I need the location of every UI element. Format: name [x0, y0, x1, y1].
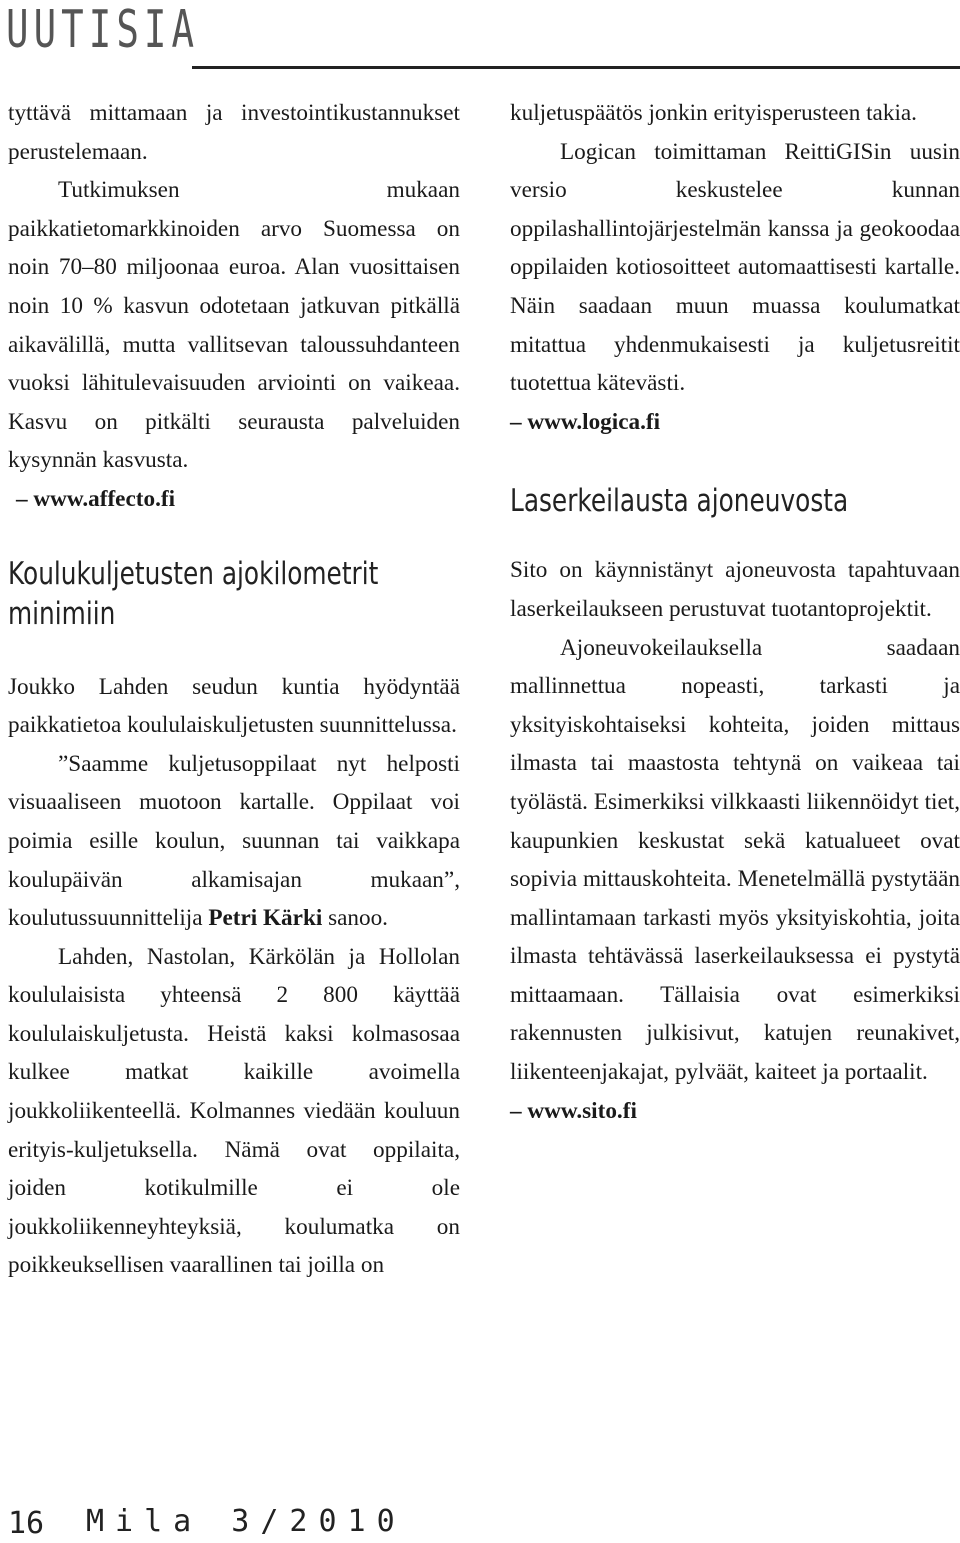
paragraph: tyttävä mittamaan ja investointikustannukset perustelemaan. — [8, 100, 460, 165]
source-link-sito[interactable]: – www.sito.fi — [510, 1097, 637, 1124]
source-link-affecto[interactable]: – www.affecto.fi — [16, 485, 176, 512]
magazine-issue: Mila 3/2010 — [86, 1504, 406, 1539]
source-link-logica[interactable]: – www.logica.fi — [510, 408, 661, 435]
paragraph: Logican toimittaman ReittiGISin uusin versio keskustelee kunnan oppilashallintojärjestelmän kanssa ja geokoodaa oppilaiden kotiosoitteet automaattisesti kartalle. Näin saadaan muun muassa koulumatkat mitattua yhdenmukaisesti ja kuljetusreitit tuotettua kätevästi. — [510, 138, 960, 397]
quote-text-end: sanoo. — [322, 905, 388, 932]
paragraph: Sito on käynnistänyt ajoneuvosta tapahtuvaan laserkeilaukseen perustuvat tuotantoprojektit. — [510, 557, 960, 622]
paragraph — [8, 745, 460, 938]
paragraph: Ajoneuvokeilauksella saadaan mallinnettua nopeasti, tarkasti ja yksityiskohtaiseksi kohteita, joiden mittaus ilmasta tai maastosta tehtynä on vaikeaa tai työlästä. Esimerkiksi vilkkaasti liikennöidyt tiet, kaupunkien keskustat sekä katualueet ovat sopivia mittauskohteita. Menetelmällä pystytään mallintamaan tarkasti myös yksityiskohtia, joita ilmasta tehtävässä laserkeilauksessa ei pystytä mittaamaan. Tällaisia ovat esimerkiksi rakennusten julkisivut, katujen reunakivet, liikenteenjakajat, pylväät, kaiteet ja portaalit. — [510, 634, 960, 1086]
header-rule — [192, 66, 960, 69]
paragraph: Lahden, Nastolan, Kärkölän ja Hollolan koululaisista yhteensä 2 800 käyttää koululaiskuljetusta. Heistä kaksi kolmasosaa kulkee matkat kaikille avoimella joukkoliikenteellä. Kolmannes viedään kouluun erityis-kuljetuksella. Nämä ovat oppilaita, joiden kotikulmille ei ole joukkoliikenneyhteyksiä, koulumatka on poikkeuksellisen vaarallinen tai joilla on — [8, 943, 460, 1279]
paragraph: kuljetuspäätös jonkin erityisperusteen takia. — [510, 100, 917, 126]
paragraph: Joukko Lahden seudun kuntia hyödyntää paikkatietoa koululaiskuljetusten suunnittelussa. — [8, 673, 460, 739]
quote-text: ”Saamme kuljetusoppilaat nyt helposti visuaaliseen muotoon kartalle. Oppilaat voi poimia esille koulun, suunnan tai vaikkapa koulupäivän alkamisajan mukaan”, koulutussuunnittelija — [8, 750, 460, 932]
article-headline: Koulukuljetusten ajokilometrit minimiin — [8, 555, 379, 632]
page-number: 16 — [8, 1506, 45, 1541]
section-label: UUTISIA — [6, 0, 200, 60]
right-column — [510, 94, 960, 1130]
article-headline: Laserkeilausta ajoneuvosta — [510, 483, 849, 520]
paragraph: Tutkimuksen mukaan paikkatietomarkkinoiden arvo Suomessa on noin 70–80 miljoonaa euroa. Alan vuosittaisen noin 10 % kasvun odotetaan jatkuvan pitkällä aikavälillä, mutta vallitsevan taloussuhdanteen vuoksi lähitulevaisuuden arviointi on vaikeaa. Kasvu on pitkälti seurausta palveluiden kysynnän kasvusta. — [8, 177, 460, 474]
person-name: Petri Kärki — [208, 905, 323, 932]
left-column — [8, 94, 460, 1285]
